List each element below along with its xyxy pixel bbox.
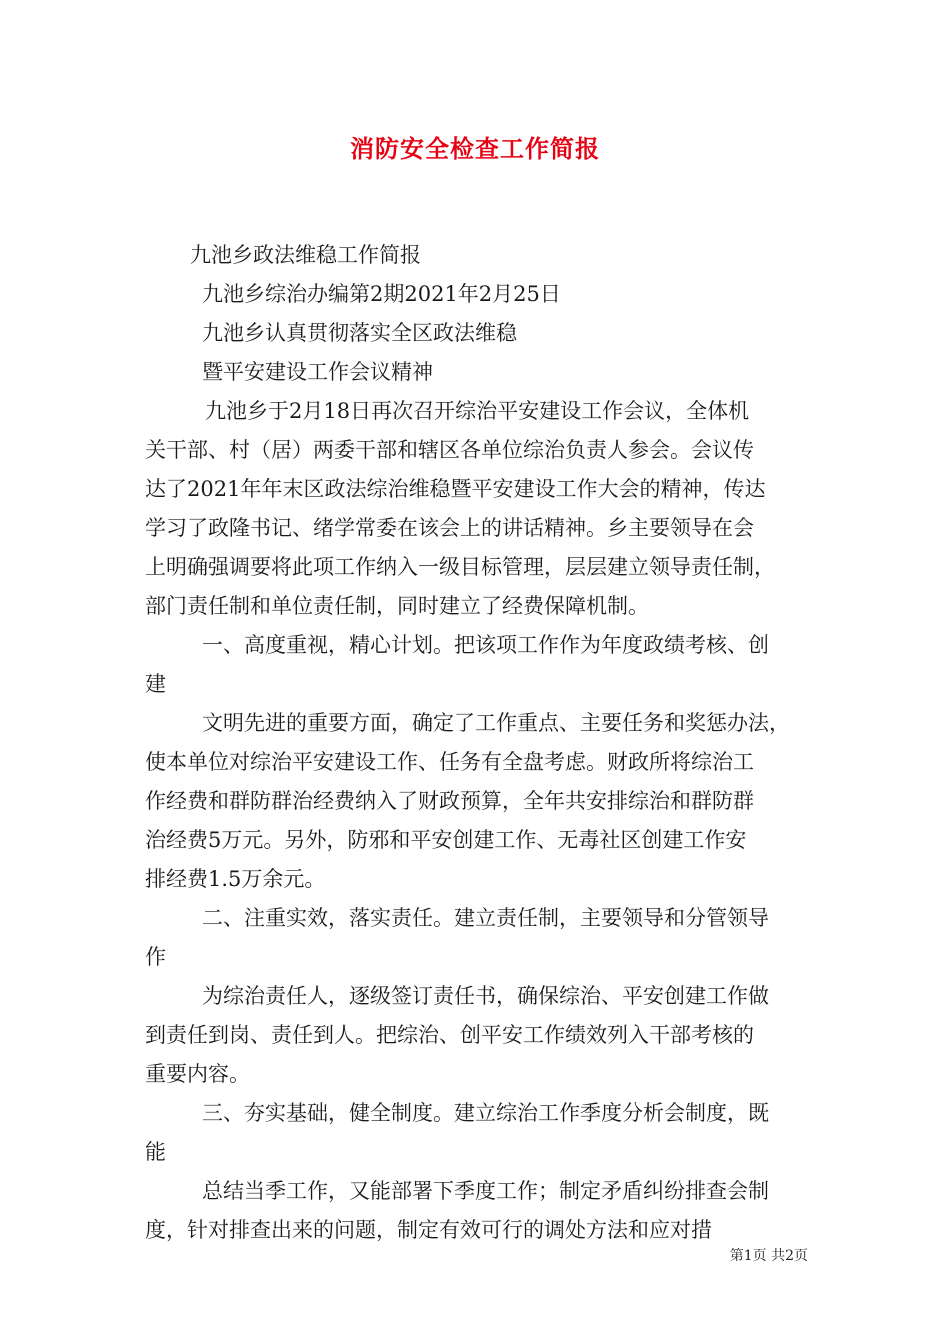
- body-line: 三、夯实基础，健全制度。建立综治工作季度分析会制度，既: [202, 1101, 769, 1125]
- body-line: 总结当季工作，又能部署下季度工作；制定矛盾纠纷排查会制: [202, 1179, 769, 1203]
- page-number: 第1页 共2页: [729, 1248, 808, 1264]
- body-line: 排经费1.5万余元。: [145, 867, 326, 891]
- body-line: 为综治责任人，逐级签订责任书，确保综治、平安创建工作做: [202, 984, 769, 1008]
- body-line: 九池乡政法维稳工作简报: [190, 243, 421, 267]
- body-line: 达了2021年年末区政法综治维稳暨平安建设工作大会的精神，传达: [145, 477, 766, 501]
- body-line: 建: [145, 672, 166, 696]
- body-line: 九池乡认真贯彻落实全区政法维稳: [202, 321, 517, 345]
- body-line: 作: [145, 945, 166, 969]
- body-line: 部门责任制和单位责任制，同时建立了经费保障机制。: [145, 594, 649, 618]
- document-title: 消防安全检查工作简报: [350, 134, 600, 163]
- body-line: 暨平安建设工作会议精神: [202, 360, 433, 384]
- body-line: 一、高度重视，精心计划。把该项工作作为年度政绩考核、创: [202, 633, 769, 657]
- body-line: 关干部、村（居）两委干部和辖区各单位综治负责人参会。会议传: [145, 438, 754, 462]
- body-line: 度，针对排查出来的问题，制定有效可行的调处方法和应对措: [145, 1218, 712, 1242]
- body-line: 到责任到岗、责任到人。把综治、创平安工作绩效列入干部考核的: [145, 1023, 754, 1047]
- document-body: [145, 236, 810, 1250]
- body-line: 二、注重实效，落实责任。建立责任制，主要领导和分管领导: [202, 906, 769, 930]
- body-line: 能: [145, 1140, 166, 1164]
- body-line: 上明确强调要将此项工作纳入一级目标管理，层层建立领导责任制，: [145, 555, 775, 579]
- body-line: 学习了政隆书记、绪学常委在该会上的讲话精神。乡主要领导在会: [145, 516, 754, 540]
- body-line: 文明先进的重要方面，确定了工作重点、主要任务和奖惩办法，: [202, 711, 790, 735]
- body-line: 重要内容。: [145, 1062, 250, 1086]
- body-line: 九池乡于2月18日再次召开综治平安建设工作会议，全体机: [205, 399, 750, 423]
- body-line: 使本单位对综治平安建设工作、任务有全盘考虑。财政所将综治工: [145, 750, 754, 774]
- body-line: 治经费5万元。另外，防邪和平安创建工作、无毒社区创建工作安: [145, 828, 747, 852]
- body-line: 作经费和群防群治经费纳入了财政预算，全年共安排综治和群防群: [145, 789, 754, 813]
- body-line: 九池乡综治办编第2期2021年2月25日: [202, 282, 561, 306]
